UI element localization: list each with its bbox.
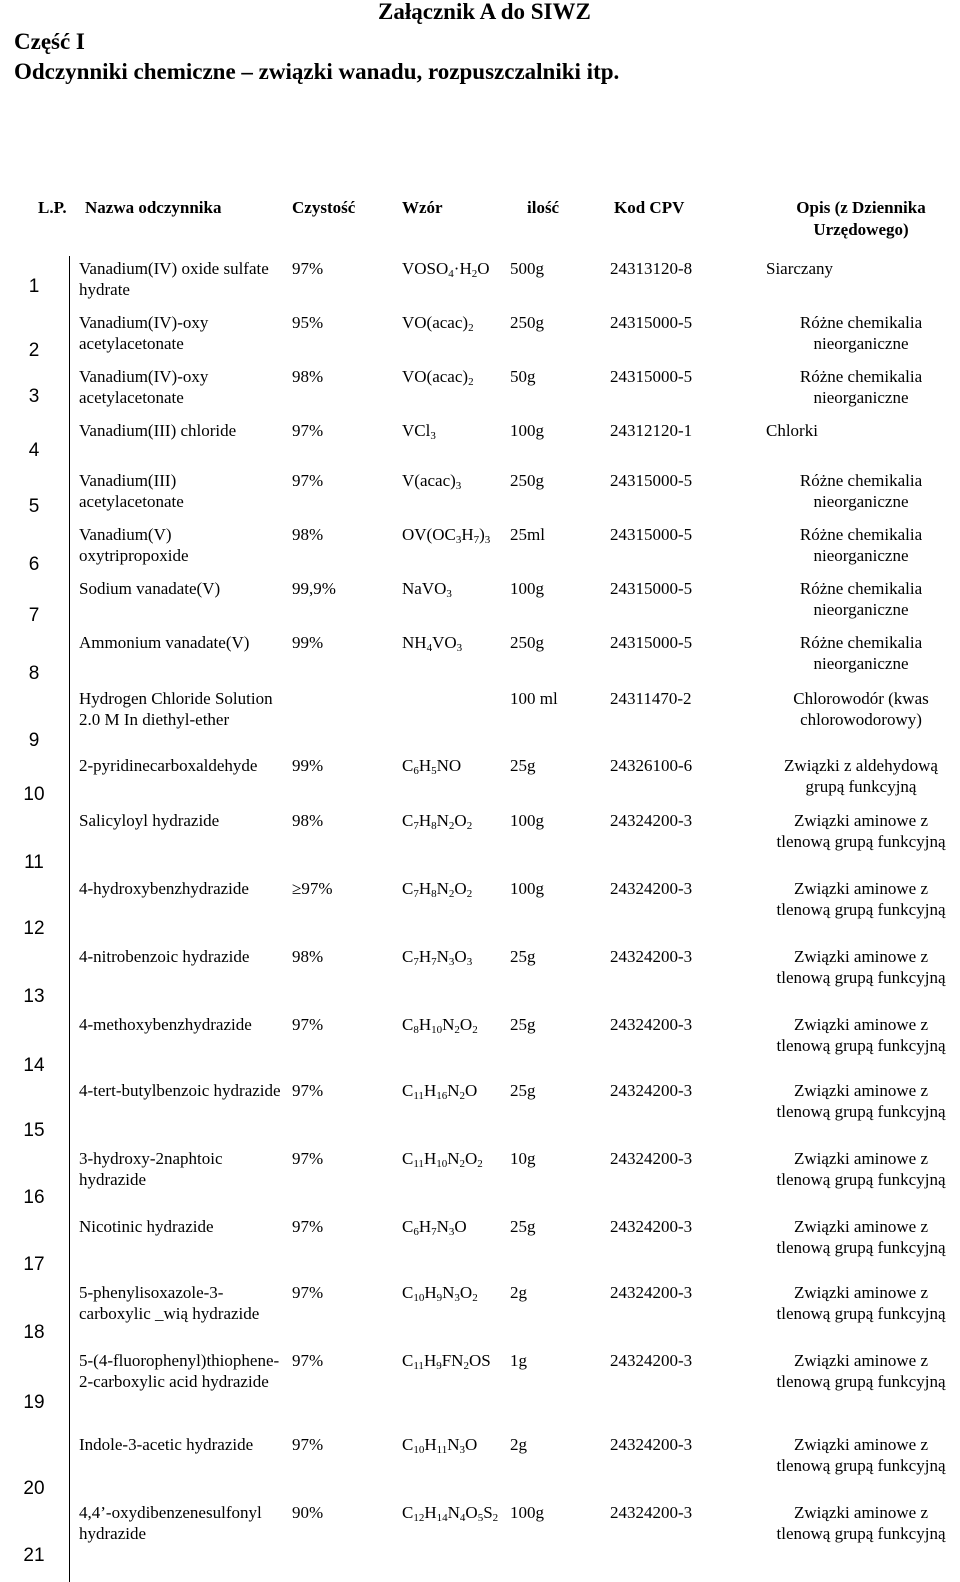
reagent-cpv-code: 24315000-5 (610, 579, 693, 598)
reagent-quantity: 100g (510, 1503, 544, 1522)
reagent-name: 4,4’-oxydibenzenesulfonyl hydrazide (79, 1503, 262, 1543)
lp-number: 17 (23, 1254, 45, 1275)
reagent-purity: 98% (292, 811, 324, 830)
column-header-description: Opis (z Dziennika Urzędowego) (796, 198, 926, 239)
reagent-purity: 99% (292, 756, 324, 775)
reagent-purity: 97% (292, 1015, 324, 1034)
reagent-purity: 97% (292, 1217, 324, 1236)
document-title: Odczynniki chemiczne – związki wanadu, rozpuszczalniki itp. (14, 59, 620, 84)
reagent-purity: 98% (292, 367, 324, 386)
reagent-purity: 99,9% (292, 579, 336, 598)
lp-number: 12 (23, 918, 45, 939)
reagent-quantity: 25g (510, 947, 536, 966)
reagent-description: Różne chemikalia nieorganiczne (799, 525, 923, 565)
reagent-quantity: 25g (510, 1217, 536, 1236)
reagent-purity: 90% (292, 1503, 324, 1522)
reagent-description: Chlorki (766, 421, 818, 440)
lp-number: 21 (23, 1545, 45, 1566)
reagent-cpv-code: 24313120-8 (610, 259, 693, 278)
reagent-purity: 99% (292, 633, 324, 652)
lp-number: 15 (23, 1120, 45, 1141)
reagent-quantity: 50g (510, 367, 536, 386)
reagent-quantity: 2g (510, 1435, 527, 1454)
lp-number: 20 (23, 1478, 45, 1499)
reagent-purity: 97% (292, 259, 324, 278)
column-header-purity: Czystość (292, 198, 356, 217)
lp-number: 1 (28, 276, 40, 297)
reagent-quantity: 100 ml (510, 689, 558, 708)
reagent-purity: 98% (292, 947, 324, 966)
reagent-name: 3-hydroxy-2naphtoic hydrazide (79, 1149, 223, 1189)
reagent-description: Różne chemikalia nieorganiczne (799, 579, 923, 619)
reagent-formula: $VO(acac)_2$ (402, 367, 474, 388)
reagent-description: Związki aminowe z tlenową grupą funkcyjną (776, 1435, 946, 1475)
reagent-purity: 97% (292, 1081, 324, 1100)
reagent-description: Związki aminowe z tlenową grupą funkcyjną (776, 1217, 946, 1257)
reagent-quantity: 10g (510, 1149, 536, 1168)
reagent-name: 2-pyridinecarboxaldehyde (79, 756, 258, 775)
reagent-formula: $C_7H_7N_3O_3$ (402, 947, 473, 968)
reagent-formula: $NH_4VO_3$ (402, 633, 463, 654)
reagent-purity: 97% (292, 1283, 324, 1302)
reagent-name: Salicyloyl hydrazide (79, 811, 220, 830)
reagent-cpv-code: 24315000-5 (610, 525, 693, 544)
lp-number: 7 (28, 605, 40, 626)
reagent-formula: $C_6H_7N_3O$ (402, 1217, 467, 1238)
reagent-quantity: 100g (510, 811, 544, 830)
lp-number-column (0, 256, 68, 1582)
reagent-name: Nicotinic hydrazide (79, 1217, 214, 1236)
reagent-name: Vanadium(IV)-oxy acetylacetonate (79, 313, 209, 353)
column-header-formula: Wzór (402, 198, 443, 217)
reagent-name: Ammonium vanadate(V) (79, 633, 250, 652)
reagent-quantity: 25ml (510, 525, 545, 544)
reagent-quantity: 25g (510, 1015, 536, 1034)
column-header-quantity: ilość (527, 198, 560, 217)
reagent-quantity: 250g (510, 471, 544, 490)
lp-number: 5 (28, 496, 40, 517)
reagent-purity: 97% (292, 1149, 324, 1168)
reagent-name: 5-(4-fluorophenyl)thiophene-2-carboxylic acid hydrazide (79, 1351, 280, 1391)
reagent-cpv-code: 24311470-2 (610, 689, 692, 708)
reagent-quantity: 250g (510, 313, 544, 332)
reagent-cpv-code: 24312120-1 (610, 421, 693, 440)
reagent-quantity: 25g (510, 756, 536, 775)
reagent-description: Związki z aldehydową grupą funkcyjną (784, 756, 938, 796)
reagent-purity: 97% (292, 471, 324, 490)
reagent-formula: $C_{12}H_{14}N_4O_5S_2$ (402, 1503, 499, 1524)
reagent-name: Vanadium(III) chloride (79, 421, 237, 440)
part-title: Część I (14, 29, 85, 54)
column-header-lp: L.P. (38, 198, 67, 217)
reagent-name: Vanadium(III) acetylacetonate (79, 471, 184, 511)
reagent-cpv-code: 24315000-5 (610, 471, 693, 490)
lp-number: 13 (23, 986, 45, 1007)
reagent-name: Hydrogen Chloride Solution 2.0 M In diethyl-ether (79, 689, 273, 729)
reagent-description: Związki aminowe z tlenową grupą funkcyjną (776, 1015, 946, 1055)
reagent-formula: NaVO$_3$ (402, 579, 452, 600)
reagent-description: Związki aminowe z tlenową grupą funkcyjną (776, 1081, 946, 1121)
lp-number: 3 (28, 386, 40, 407)
reagent-cpv-code: 24324200-3 (610, 879, 693, 898)
reagent-name: 4-tert-butylbenzoic hydrazide (79, 1081, 281, 1100)
reagent-quantity: 250g (510, 633, 544, 652)
reagent-quantity: 100g (510, 879, 544, 898)
reagent-cpv-code: 24324200-3 (610, 1351, 693, 1370)
lp-number: 14 (23, 1055, 45, 1076)
reagent-purity: ≥97% (292, 879, 333, 898)
reagent-quantity: 100g (510, 579, 544, 598)
reagent-formula: $C_{11}H_{16}N_2O$ (402, 1081, 478, 1102)
reagent-formula: $C_{11}H_{10}N_2O_2$ (402, 1149, 483, 1170)
lp-number: 16 (23, 1187, 45, 1208)
reagent-name: 4-hydroxybenzhydrazide (79, 879, 249, 898)
reagent-quantity: 2g (510, 1283, 527, 1302)
reagent-description: Związki aminowe z tlenową grupą funkcyjną (776, 947, 946, 987)
column-header-name: Nazwa odczynnika (85, 198, 222, 217)
reagent-description: Związki aminowe z tlenową grupą funkcyjną (776, 1503, 946, 1543)
lp-number: 19 (23, 1392, 45, 1413)
reagent-cpv-code: 24315000-5 (610, 367, 693, 386)
lp-number: 9 (28, 730, 40, 751)
reagent-purity: 97% (292, 421, 324, 440)
annex-title: Załącznik A do SIWZ (378, 0, 591, 24)
lp-number: 6 (28, 554, 40, 575)
reagent-description: Siarczany (766, 259, 834, 278)
reagent-name: Vanadium(V) oxytripropoxide (79, 525, 189, 565)
reagent-cpv-code: 24324200-3 (610, 1149, 693, 1168)
reagent-purity: 97% (292, 1351, 324, 1370)
reagent-quantity: 1g (510, 1351, 527, 1370)
reagent-description: Związki aminowe z tlenową grupą funkcyjną (776, 879, 946, 919)
reagent-formula: $C_8H_{10}N_2O_2$ (402, 1015, 478, 1036)
reagent-description: Różne chemikalia nieorganiczne (799, 471, 923, 511)
reagent-cpv-code: 24326100-6 (610, 756, 693, 775)
reagent-purity: 97% (292, 1435, 324, 1454)
reagent-cpv-code: 24324200-3 (610, 1435, 693, 1454)
lp-number: 10 (23, 784, 45, 805)
reagent-cpv-code: 24315000-5 (610, 313, 693, 332)
reagent-name: Indole-3-acetic hydrazide (79, 1435, 254, 1454)
reagent-formula: $C_{11}H_9FN_2OS$ (402, 1351, 491, 1372)
reagent-purity: 95% (292, 313, 324, 332)
lp-number: 8 (28, 663, 40, 684)
reagent-name: 4-nitrobenzoic hydrazide (79, 947, 250, 966)
reagent-cpv-code: 24324200-3 (610, 1503, 693, 1522)
reagent-name: Vanadium(IV) oxide sulfate hydrate (79, 259, 269, 299)
reagent-cpv-code: 24324200-3 (610, 811, 693, 830)
reagent-description: Różne chemikalia nieorganiczne (799, 367, 923, 407)
reagent-description: Różne chemikalia nieorganiczne (799, 633, 923, 673)
reagent-cpv-code: 24324200-3 (610, 1217, 693, 1236)
reagent-formula: $OV(OC_3H_7)_3$ (402, 525, 491, 546)
reagent-description: Chlorowodór (kwas chlorowodorowy) (793, 689, 929, 729)
reagent-description: Związki aminowe z tlenową grupą funkcyjną (776, 811, 946, 851)
reagent-formula: $C_{10}H_9N_3O_2$ (402, 1283, 478, 1304)
reagent-formula: $V(acac)_3$ (402, 471, 462, 492)
reagent-cpv-code: 24324200-3 (610, 1015, 693, 1034)
reagent-formula: $C_7H_8N_2O_2$ (402, 879, 473, 900)
reagent-name: 5-phenylisoxazole-3-carboxylic _wią hydrazide (79, 1283, 260, 1323)
reagent-purity: 98% (292, 525, 324, 544)
reagent-quantity: 500g (510, 259, 544, 278)
lp-number: 2 (28, 340, 40, 361)
reagent-cpv-code: 24324200-3 (610, 1081, 693, 1100)
reagent-name: 4-methoxybenzhydrazide (79, 1015, 252, 1034)
reagent-description: Związki aminowe z tlenową grupą funkcyjną (776, 1283, 946, 1323)
reagent-description: Związki aminowe z tlenową grupą funkcyjną (776, 1351, 946, 1391)
reagent-description: Różne chemikalia nieorganiczne (799, 313, 923, 353)
lp-number: 11 (24, 852, 44, 873)
reagent-cpv-code: 24315000-5 (610, 633, 693, 652)
reagent-formula: $C_{10}H_{11}N_3O$ (402, 1435, 478, 1456)
reagent-quantity: 100g (510, 421, 544, 440)
reagent-formula: $C_6H_5NO$ (402, 756, 462, 777)
reagent-formula: $C_7H_8N_2O_2$ (402, 811, 473, 832)
lp-column-divider (69, 256, 70, 1582)
reagent-formula: $VOSO_4\cdot H_2O$ (402, 259, 490, 280)
reagent-quantity: 25g (510, 1081, 536, 1100)
reagent-description: Związki aminowe z tlenową grupą funkcyjną (776, 1149, 946, 1189)
lp-number: 4 (28, 440, 40, 461)
reagent-formula: VCl$_3$ (402, 421, 436, 442)
reagent-cpv-code: 24324200-3 (610, 947, 693, 966)
reagent-cpv-code: 24324200-3 (610, 1283, 693, 1302)
reagent-formula: $VO(acac)_2$ (402, 313, 474, 334)
reagent-name: Sodium vanadate(V) (79, 579, 221, 598)
column-header-cpv: Kod CPV (614, 198, 685, 217)
reagent-name: Vanadium(IV)-oxy acetylacetonate (79, 367, 209, 407)
lp-number: 18 (23, 1322, 45, 1343)
